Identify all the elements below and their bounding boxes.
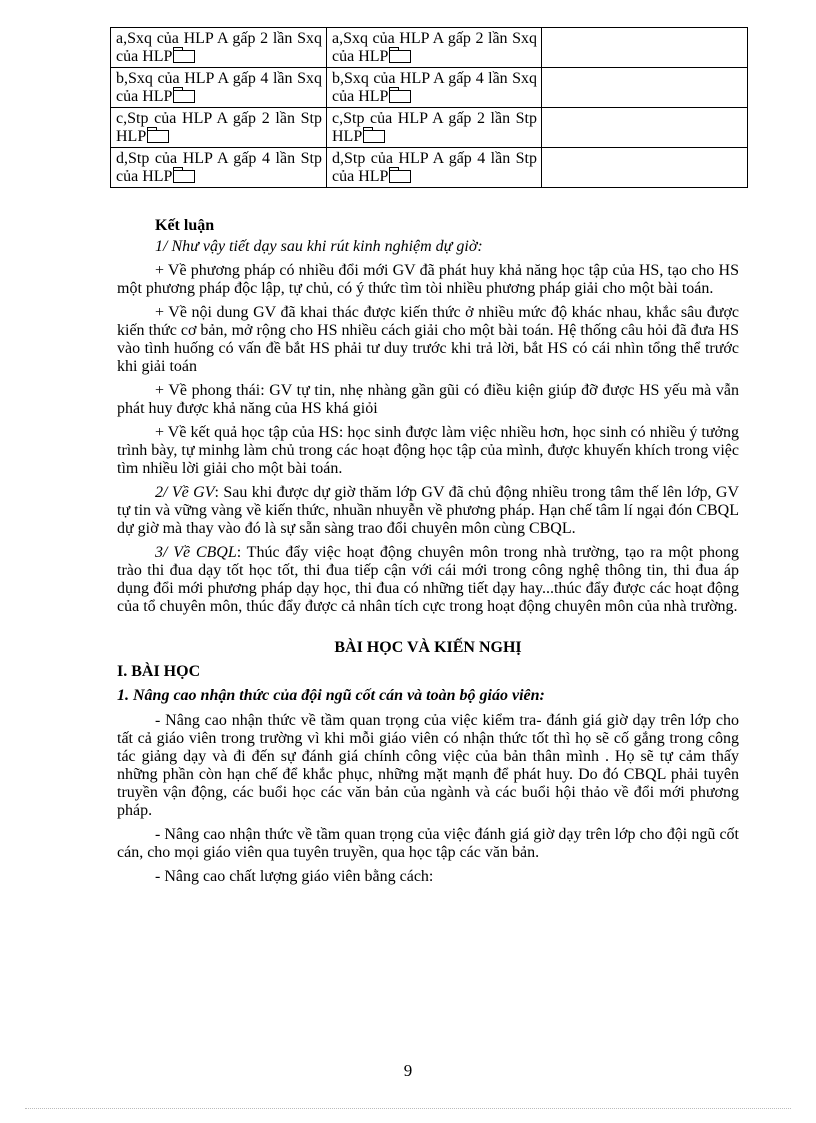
conclusion-point2 — [117, 484, 739, 538]
table-row — [111, 28, 748, 68]
folder-icon — [389, 90, 411, 103]
folder-icon — [173, 170, 195, 183]
table-cell — [111, 28, 327, 68]
cell-text: b,Sxq của HLP A gấp 4 lần Sxq của HLP — [116, 70, 322, 105]
point3-label: 3/ Về CBQL — [155, 544, 237, 561]
table-cell — [542, 108, 748, 148]
table-row — [111, 148, 748, 188]
cell-text: b,Sxq của HLP A gấp 4 lần Sxq của HLP — [332, 70, 537, 105]
lessons-paragraph: - Nâng cao chất lượng giáo viên bằng cách: — [155, 868, 434, 885]
conclusion-paragraph: + Về kết quả học tập của HS: học sinh được làm việc nhiều hơn, học sinh có nhiều ý tưởng trình bày, tự minhg làm chủ trong các hoạt động học tập của mình, được khuyến khích trong việc tìm nhiều lời giải cho một bài toán. — [117, 424, 739, 477]
table-cell — [111, 108, 327, 148]
body-text — [117, 216, 739, 892]
section-heading: I. BÀI HỌC — [117, 663, 201, 680]
lessons-title: BÀI HỌC VÀ KIẾN NGHỊ — [334, 639, 522, 656]
table-cell — [111, 148, 327, 188]
cell-text: c,Stp của HLP A gấp 2 lần Stp HLP — [332, 110, 537, 145]
lessons-paragraph: - Nâng cao nhận thức về tầm quan trọng của việc kiểm tra- đánh giá giờ dạy trên lớp cho tất cả giáo viên trong trường vì khi mỗi giáo viên có nhận thức tốt thì họ sẽ cố gắng trong công tác giảng dạy và đi đến sự đánh giá chính công việc của bản thân mình . Họ sẽ tự cảm thấy những phần còn hạn chế để khắc phục, những mặt mạnh để phát huy. Do đó CBQL phải tuyên truyền vận động, các buổi học các văn bản của ngành và các buổi hội thảo về đổi mới phương pháp. — [117, 712, 739, 819]
cell-text: a,Sxq của HLP A gấp 2 lần Sxq của HLP — [116, 30, 322, 65]
cell-text: c,Stp của HLP A gấp 2 lần Stp HLP — [116, 110, 322, 145]
point2-label: 2/ Về GV — [155, 484, 215, 501]
conclusion-point1-title: 1/ Như vậy tiết dạy sau khi rút kinh nghiệm dự giờ: — [155, 238, 483, 255]
lessons-paragraph: - Nâng cao nhận thức về tầm quan trọng của việc đánh giá giờ dạy trên lớp cho đội ngũ cốt cán, cho mọi giáo viên qua tuyên truyền, qua học tập các văn bản. — [117, 826, 739, 861]
cell-text: a,Sxq của HLP A gấp 2 lần Sxq của HLP — [332, 30, 537, 65]
table-cell — [327, 108, 542, 148]
cell-text: d,Stp của HLP A gấp 4 lần Stp của HLP — [116, 150, 322, 185]
folder-icon — [173, 90, 195, 103]
point2-text: : Sau khi được dự giờ thăm lớp GV đã chủ động nhiều trong tâm thế lên lớp, GV tự tin và vững vàng về kiến thức, nhuần nhuyễn về phương pháp. Hạn chế tâm lí ngại đón CBQL dự giờ mà thay vào đó là sự sẵn sàng trao đổi chuyên môn cùng CBQL. — [117, 484, 739, 537]
table-cell — [327, 28, 542, 68]
folder-icon — [389, 170, 411, 183]
conclusion-paragraph: + Về phương pháp có nhiều đổi mới GV đã phát huy khả năng học tập của HS, tạo cho HS một phương pháp độc lập, tự chủ, có ý thức tìm tòi nhiều phương pháp giải cho một bài toán. — [117, 262, 739, 297]
folder-icon — [363, 130, 385, 143]
table-cell — [327, 68, 542, 108]
conclusion-heading: Kết luận — [155, 217, 215, 234]
table-cell — [542, 28, 748, 68]
folder-icon — [173, 50, 195, 63]
folder-icon — [147, 130, 169, 143]
table-cell — [327, 148, 542, 188]
table-row — [111, 108, 748, 148]
table-cell — [111, 68, 327, 108]
conclusion-point3 — [117, 544, 739, 616]
subsection-heading: 1. Nâng cao nhận thức của đội ngũ cốt cán và toàn bộ giáo viên: — [117, 687, 545, 704]
table-cell — [542, 148, 748, 188]
table-row — [111, 68, 748, 108]
folder-icon — [389, 50, 411, 63]
page-number: 9 — [403, 1061, 413, 1080]
conclusion-paragraph: + Về phong thái: GV tự tin, nhẹ nhàng gần gũi có điều kiện giúp đỡ được HS yếu mà vẫn phát huy được khả năng của HS khá giỏi — [117, 382, 739, 417]
table-cell — [542, 68, 748, 108]
page-bottom-divider — [25, 1108, 791, 1109]
answer-table — [110, 27, 748, 188]
conclusion-paragraph: + Về nội dung GV đã khai thác được kiến thức ở nhiều mức độ khác nhau, khắc sâu được kiến thức cơ bản, mở rộng cho HS nhiều cách giải cho một bài toán. Hệ thống câu hỏi đã đưa HS vào tình huống có vấn đề bắt HS phải tư duy trước khi trả lời, bắt HS có cái nhìn tổng thể trước khi giải toán — [117, 304, 739, 375]
cell-text: d,Stp của HLP A gấp 4 lần Stp của HLP — [332, 150, 537, 185]
point3-text: : Thúc đẩy việc hoạt động chuyên môn trong nhà trường, tạo ra một phong trào thi đua dạy tốt học tốt, thi đua tiếp cận với cái mới trong công nghệ thông tin, thi đua áp dụng đổi mới phương pháp dạy học, thi đua có những tiết dạy hay...thúc đẩy được các hoạt động của tổ chuyên môn, thúc đẩy được cả nhân tích cực trong hoạt động chuyên môn của nhà trường. — [117, 544, 740, 615]
